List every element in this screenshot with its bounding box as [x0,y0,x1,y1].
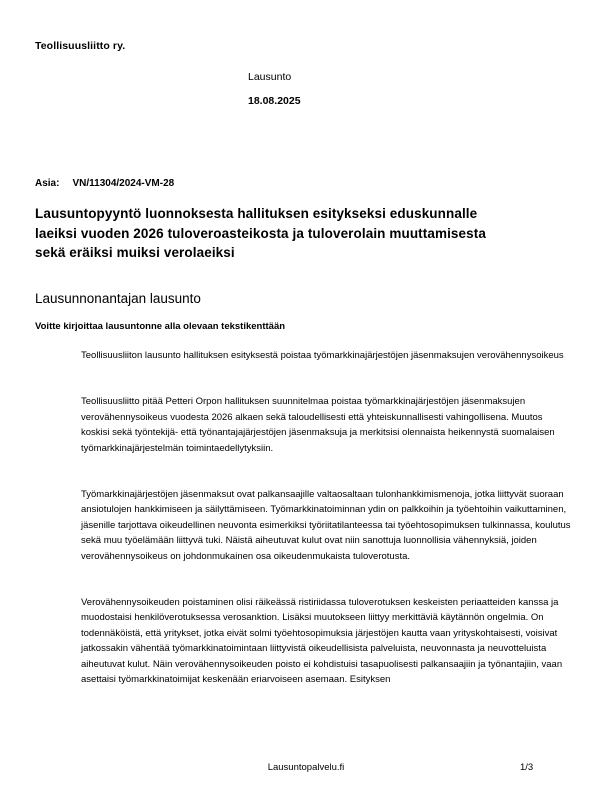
footer-page-indicator: 1/3 [520,762,534,773]
document-title: Lausuntopyyntö luonnoksesta hallituksen esitykseksi eduskunnalle laeiksi vuoden 2026 tuloveroasteikosta ja tuloverolain muuttamisesta sekä eräiksi muiksi verolaeiksi [35,206,486,260]
statement-body [81,348,571,719]
section-heading: Lausunnonantajan lausunto [35,291,201,306]
case-reference-line [35,178,174,189]
case-number: VN/11304/2024-VM-28 [72,178,175,189]
statement-paragraph: Verovähennysoikeuden poistaminen olisi räikeässä ristiriidassa tuloverotuksen keskeisten periaatteiden kanssa ja muodostaisi henkilöverotuksessa verosanktion. Lisäksi muutokseen liittyy merkittäviä käytännön ongelmia. On todennäköistä, että yritykset, jotka eivät solmi työehtosopimuksia järjestöjen kautta vaan yrityskohtaisesti, voisivat jatkossakin vähentää työmarkkinatoimintaan liittyvistä oikeudellisista palveluista, neuvonnasta ja neuvotteluista aiheutuvat kulut. Näin verovähennysoikeuden poisto ei kohdistuisi tasapuolisesti palkansaajiin ja työnantajiin, vaan asettaisi työmarkkinatoimijat keskenään eriarvoiseen asemaan. Esityksen [81,597,563,686]
sender-name: Teollisuusliitto ry. [35,40,126,52]
instruction-text: Voitte kirjoittaa lausuntonne alla olevaan tekstikenttään [35,321,286,332]
statement-paragraph: Teollisuusliitto pitää Petteri Orpon hallituksen suunnitelmaa poistaa työmarkkinajärjestöjen jäsenmaksujen verovähennysoikeus vuodesta 2026 alkaen sekä taloudellisesti että yhteiskunnallisesti vahingollisena. Muutos koskisi sekä työntekijä- että työnantajajärjestöjen jäsenmaksuja ja merkitsisi olennaista heikennystä suomalaisen työmarkkinajärjestelmän toimintaedellytyksiin. [81,396,555,454]
footer-site-name: Lausuntopalvelu.fi [267,762,345,773]
document-type-label: Lausunto [248,71,292,83]
statement-paragraph: Työmarkkinajärjestöjen jäsenmaksut ovat palkansaajille valtaosaltaan tulonhankkimismenoja, jotka liittyvät suoraan ansiotulojen hankkimiseen ja säilyttämiseen. Työmarkkinatoiminnan ydin on palkkoihin ja työehtoihin vaikuttaminen, jäsenille tarjottava oikeudellinen neuvonta esimerkiksi työriitatilanteessa tai työehtosopimuksen tulkinnassa, koulutus sekä muu työelämään liittyvä tuki. Näistä aiheutuvat kulut ovat niin sanottuja luonnollisia vähennyksiä, joiden verovähennysoikeus on johdonmukainen osa oikeudenmukaista tuloverotusta. [81,489,571,562]
case-label: Asia: [35,178,60,189]
statement-subtitle: Teollisuusliiton lausunto hallituksen esityksestä poistaa työmarkkinajärjestöjen jäsenmaksujen verovähennysoikeus [81,350,564,361]
document-date: 18.08.2025 [248,95,301,107]
